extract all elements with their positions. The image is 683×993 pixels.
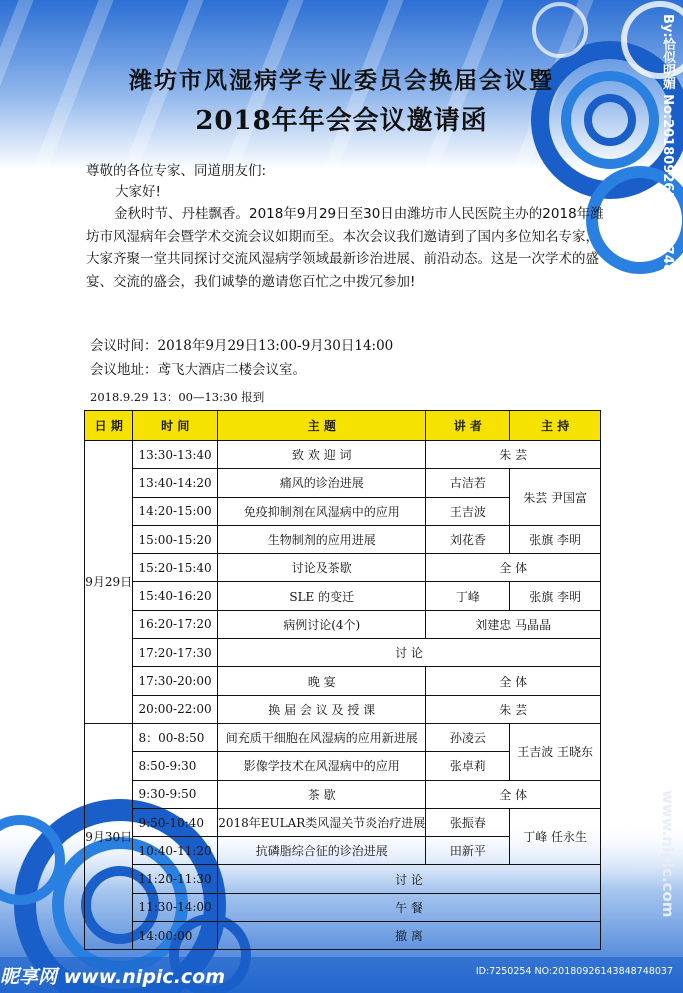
title-line-1: 潍坊市风湿病学专业委员会换届会议暨 — [129, 67, 554, 94]
speaker-cell: 丁峰 — [426, 582, 510, 610]
time-cell: 16:20-17:20 — [133, 610, 218, 638]
time-cell: 11:30-14:00 — [133, 893, 218, 921]
table-row — [85, 582, 601, 610]
topic-cell: 茶 歇 — [218, 780, 426, 808]
greeting: 尊敬的各位专家、同道朋友们: — [86, 163, 267, 179]
time-cell: 15:00-15:20 — [133, 525, 218, 553]
speaker-cell: 张振春 — [426, 808, 510, 836]
watermark-side-bottom: www.nipic.com — [659, 790, 677, 918]
time-cell: 9:30-9:50 — [133, 780, 218, 808]
table-row — [85, 610, 601, 638]
table-row — [85, 865, 601, 893]
host-cell: 朱芸 尹国富 — [510, 469, 601, 526]
topic-cell: 病例讨论(4个) — [218, 610, 426, 638]
watermark-bottom-left: 昵享网 www.nipic.com — [0, 966, 226, 988]
full-width-cell: 撤 离 — [218, 922, 601, 950]
table-row — [85, 808, 601, 836]
speaker-cell: 孙凌云 — [426, 723, 510, 751]
table-row — [85, 441, 601, 469]
time-cell: 15:40-16:20 — [133, 582, 218, 610]
host-cell: 张旗 李明 — [510, 582, 601, 610]
topic-cell: 致 欢 迎 词 — [218, 441, 426, 469]
table-header-row — [85, 411, 601, 441]
header-time: 时 间 — [133, 411, 218, 441]
topic-cell: 痛风的诊治进展 — [218, 469, 426, 497]
schedule-table — [84, 410, 601, 950]
full-width-cell: 讨 论 — [218, 639, 601, 667]
header-speaker: 讲 者 — [426, 411, 510, 441]
speaker-host-cell: 刘建忠 马晶晶 — [426, 610, 601, 638]
speaker-host-cell: 全 体 — [426, 554, 601, 582]
time-cell: 8：00-8:50 — [133, 723, 218, 751]
table-row — [85, 723, 601, 751]
table-row — [85, 554, 601, 582]
time-cell: 17:20-17:30 — [133, 639, 218, 667]
host-cell: 张旗 李明 — [510, 525, 601, 553]
table-row — [85, 469, 601, 497]
time-cell: 8:50-9:30 — [133, 752, 218, 780]
time-cell: 11:20-11:30 — [133, 865, 218, 893]
speaker-host-cell: 朱 芸 — [426, 695, 601, 723]
speaker-cell: 田新平 — [426, 837, 510, 865]
invitation-body: 金秋时节、丹桂飘香。2018年9月29日至30日由潍坊市人民医院主办的2018年潍坊市风湿病年会暨学术交流会议如期而至。本次会议我们邀请到了国内多位知名专家，大家齐聚一堂共同探讨交流风湿病学领域最新诊治进展、前沿动态。这是一次学术的盛宴、交流的盛会，我们诚挚的邀请您百忙之中拨冗参加! — [86, 206, 604, 290]
topic-cell: 间充质干细胞在风湿病的应用新进展 — [218, 723, 426, 751]
watermark-id: ID:7250254 NO:20180926143848748037 — [475, 966, 673, 977]
speaker-host-cell: 全 体 — [426, 780, 601, 808]
table-row — [85, 893, 601, 921]
topic-cell: 生物制剂的应用进展 — [218, 525, 426, 553]
table-row — [85, 667, 601, 695]
header-date: 日 期 — [85, 411, 133, 441]
speaker-cell: 张卓莉 — [426, 752, 510, 780]
time-cell: 10:40-11:20 — [133, 837, 218, 865]
header-host: 主 持 — [510, 411, 601, 441]
table-row — [85, 780, 601, 808]
watermark-side-top: By:恰似明媚 No:20180926143848748037 — [660, 14, 675, 301]
hello-text: 大家好! — [115, 184, 161, 200]
registration-time: 2018.9.29 13：00—13:30 报到 — [90, 390, 265, 404]
meeting-time: 会议时间：2018年9月29日13:00-9月30日14:00 — [90, 338, 394, 354]
speaker-cell: 古洁若 — [426, 469, 510, 497]
table-row — [85, 525, 601, 553]
time-cell: 13:40-14:20 — [133, 469, 218, 497]
time-cell: 13:30-13:40 — [133, 441, 218, 469]
day-cell: 9月29日 — [85, 441, 133, 724]
speaker-cell: 刘花香 — [426, 525, 510, 553]
topic-cell: 2018年EULAR类风湿关节炎治疗进展 — [218, 808, 426, 836]
full-width-cell: 讨 论 — [218, 865, 601, 893]
topic-cell: 抗磷脂综合征的诊治进展 — [218, 837, 426, 865]
topic-cell: 影像学技术在风湿病中的应用 — [218, 752, 426, 780]
topic-cell: 免疫抑制剂在风湿病中的应用 — [218, 497, 426, 525]
time-cell: 20:00-22:00 — [133, 695, 218, 723]
table-row — [85, 922, 601, 950]
title-line-2: 2018年年会会议邀请函 — [195, 106, 488, 136]
host-cell: 丁峰 任永生 — [510, 808, 601, 865]
host-cell: 王吉波 王晓东 — [510, 723, 601, 780]
time-cell: 14:00:00 — [133, 922, 218, 950]
table-row — [85, 639, 601, 667]
time-cell: 9:50-10:40 — [133, 808, 218, 836]
topic-cell: 讨论及茶歇 — [218, 554, 426, 582]
header-topic: 主 题 — [218, 411, 426, 441]
table-row — [85, 695, 601, 723]
time-cell: 17:30-20:00 — [133, 667, 218, 695]
speaker-host-cell: 朱 芸 — [426, 441, 601, 469]
topic-cell: 换 届 会 议 及 授 课 — [218, 695, 426, 723]
time-cell: 15:20-15:40 — [133, 554, 218, 582]
topic-cell: 晚 宴 — [218, 667, 426, 695]
topic-cell: SLE 的变迁 — [218, 582, 426, 610]
time-cell: 14:20-15:00 — [133, 497, 218, 525]
day-cell: 9月30日 — [85, 723, 133, 949]
meeting-place: 会议地址：鸢飞大酒店二楼会议室。 — [90, 362, 306, 378]
speaker-cell: 王吉波 — [426, 497, 510, 525]
full-width-cell: 午 餐 — [218, 893, 601, 921]
speaker-host-cell: 全 体 — [426, 667, 601, 695]
